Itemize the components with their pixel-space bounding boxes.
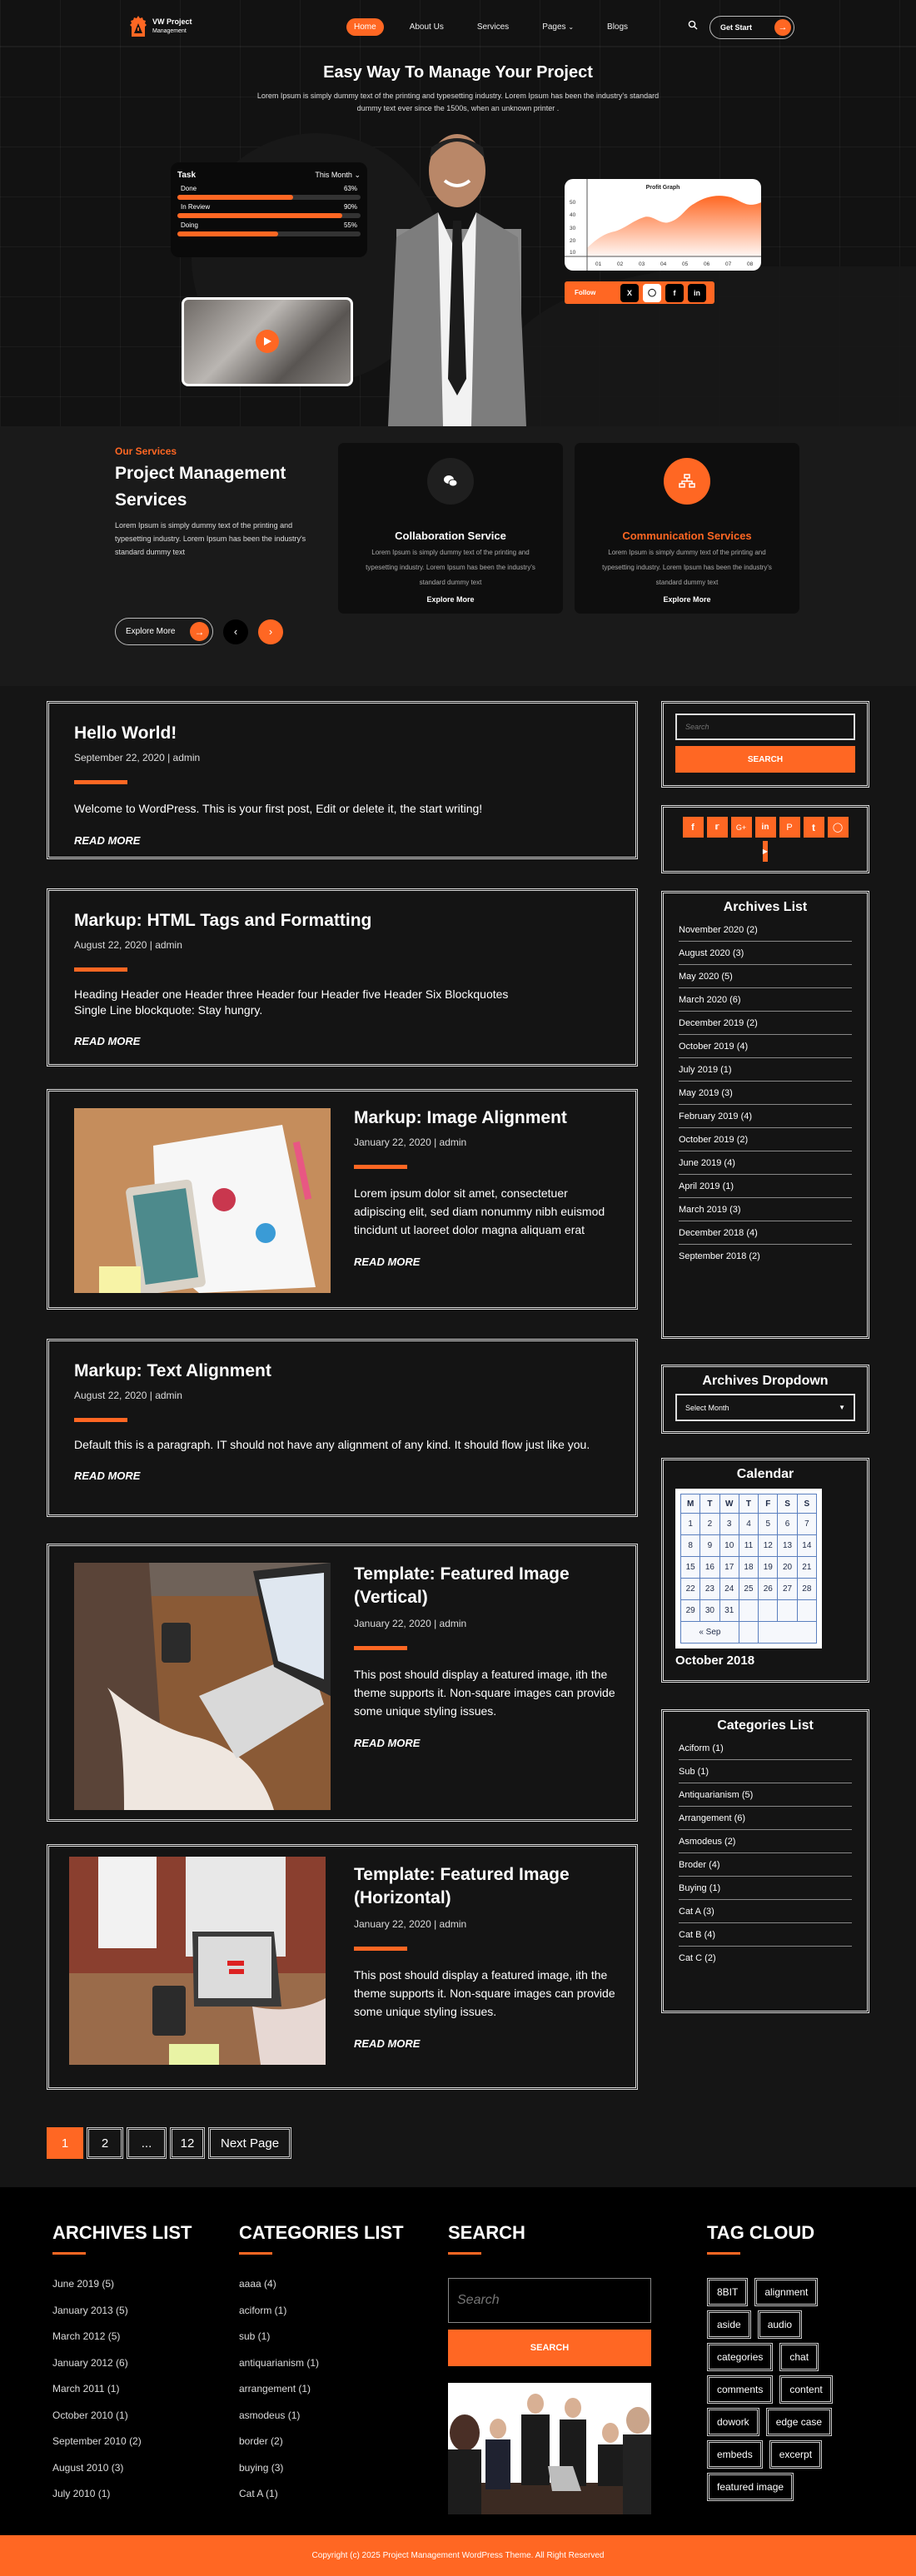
footer-archive-link[interactable]: January 2012 (6) <box>52 2356 128 2369</box>
archives-list <box>664 915 867 1267</box>
post-meta: August 22, 2020 | admin <box>74 939 182 951</box>
footer-archive-link[interactable]: July 2010 (1) <box>52 2488 111 2499</box>
category-link[interactable]: Cat B (4) <box>679 1923 852 1947</box>
instagram-icon[interactable]: ◯ <box>828 817 849 838</box>
category-link[interactable]: Broder (4) <box>679 1853 852 1877</box>
archive-link[interactable]: December 2018 (4) <box>679 1221 852 1245</box>
page-2-button[interactable]: 2 <box>87 2127 123 2159</box>
service-card-title: Collaboration Service <box>395 530 506 542</box>
get-start-label: Get Start <box>720 23 753 32</box>
calendar-day: 24 <box>719 1579 739 1600</box>
hero-section <box>0 0 916 426</box>
read-more-link[interactable]: READ MORE <box>354 1737 421 1749</box>
widget-title: Archives Dropdown <box>702 1374 829 1388</box>
calendar-day: 2 <box>700 1514 719 1535</box>
nav-blogs[interactable]: Blogs <box>607 22 629 32</box>
chevron-down-icon: ⌄ <box>568 23 575 31</box>
weekday-label: W <box>719 1494 739 1514</box>
profit-graph-title: Profit Graph <box>645 185 680 191</box>
progress-bar-doing <box>177 231 361 236</box>
calendar-day <box>778 1600 797 1622</box>
site-footer <box>0 2187 916 2535</box>
nav-home[interactable]: Home <box>346 18 384 36</box>
logo-gear-icon <box>129 15 147 38</box>
footer-category-link[interactable]: border (2) <box>239 2435 283 2447</box>
calendar-caption: October 2018 <box>675 1654 755 1668</box>
linkedin-icon[interactable]: in <box>688 284 706 302</box>
chevron-down-icon: ⌄ <box>354 171 361 179</box>
nav-services[interactable]: Services <box>476 22 510 32</box>
post-divider <box>74 1418 127 1422</box>
sidebar-archives-dropdown-widget <box>661 1365 869 1434</box>
google-plus-icon[interactable]: G+ <box>731 817 752 838</box>
post-excerpt: This post should display a featured image, ith the theme supports it. Non-square images can provide some unique styling issues. <box>354 1668 615 1718</box>
facebook-icon[interactable]: f <box>683 817 704 838</box>
footer-search-input[interactable] <box>448 2278 651 2323</box>
archive-link[interactable]: October 2019 (4) <box>679 1035 852 1058</box>
heading-underline <box>52 2252 86 2255</box>
chat-bubbles-icon <box>427 458 474 505</box>
calendar-day: 17 <box>719 1557 739 1579</box>
next-slide-button[interactable] <box>258 619 283 644</box>
post-meta: August 22, 2020 | admin <box>74 1390 182 1401</box>
archive-link[interactable]: March 2019 (3) <box>679 1198 852 1221</box>
nav-about-us[interactable]: About Us <box>409 22 444 32</box>
site-header <box>0 0 916 47</box>
follow-label: Follow <box>575 289 596 296</box>
footer-category-link[interactable]: asmodeus (1) <box>239 2409 301 2421</box>
calendar-day <box>739 1600 758 1622</box>
nav-pages[interactable] <box>535 18 581 36</box>
tag-link[interactable]: 8BIT <box>707 2278 748 2306</box>
read-more-link[interactable]: READ MORE <box>74 1035 141 1047</box>
calendar-day: 11 <box>739 1535 758 1557</box>
svg-text:07: 07 <box>725 261 732 267</box>
calendar-day: 3 <box>719 1514 739 1535</box>
archives-month-select[interactable] <box>675 1394 855 1421</box>
nav-pages-label: Pages <box>542 22 566 32</box>
select-value: Select Month <box>685 1403 729 1412</box>
calendar-day: 19 <box>759 1557 778 1579</box>
service-card-title: Communication Services <box>622 530 752 542</box>
svg-text:03: 03 <box>639 261 645 267</box>
tag-list <box>707 2278 857 2501</box>
post-excerpt: Welcome to WordPress. This is your first post, Edit or delete it, the start writing! <box>74 802 483 815</box>
post-card <box>47 701 638 859</box>
calendar-day: 6 <box>778 1514 797 1535</box>
post-card <box>47 1339 638 1517</box>
network-icon <box>664 458 710 505</box>
logo-line1: VW Project <box>152 17 192 26</box>
archive-link[interactable]: December 2019 (2) <box>679 1012 852 1035</box>
archive-link[interactable]: June 2019 (4) <box>679 1151 852 1175</box>
footer-heading: SEARCH <box>448 2222 525 2243</box>
footer-category-link[interactable]: buying (3) <box>239 2461 284 2474</box>
tumblr-icon[interactable]: t <box>804 817 824 838</box>
post-card <box>47 1544 638 1822</box>
weekday-label: S <box>797 1494 816 1514</box>
main-nav <box>346 18 654 36</box>
tag-link[interactable]: content <box>779 2375 832 2404</box>
svg-text:20: 20 <box>570 238 576 244</box>
footer-category-link[interactable]: sub (1) <box>239 2330 271 2342</box>
svg-text:30: 30 <box>570 226 576 231</box>
widget-title: Calendar <box>736 1467 794 1481</box>
archive-link[interactable]: May 2020 (5) <box>679 965 852 988</box>
tag-link[interactable]: excerpt <box>769 2440 822 2469</box>
tag-link[interactable]: embeds <box>707 2440 763 2469</box>
arrow-right-icon: → <box>190 622 209 641</box>
weekday-label: T <box>739 1494 758 1514</box>
post-excerpt: Default this is a paragraph. IT should not have any alignment of any kind. It should flow just like you. <box>74 1438 590 1451</box>
svg-text:02: 02 <box>617 261 624 267</box>
logo-line2: Management <box>152 28 187 34</box>
footer-archives <box>52 2222 192 2514</box>
tag-link[interactable]: categories <box>707 2343 773 2371</box>
archive-link[interactable]: May 2019 (3) <box>679 1082 852 1105</box>
post-meta: January 22, 2020 | admin <box>354 1618 467 1629</box>
tag-link[interactable]: chat <box>779 2343 819 2371</box>
archive-link[interactable]: February 2019 (4) <box>679 1105 852 1128</box>
svg-text:10: 10 <box>570 250 576 256</box>
weekday-label: T <box>700 1494 719 1514</box>
chevron-right-icon: › <box>268 625 273 638</box>
calendar-next-month-cell <box>759 1622 817 1644</box>
search-icon[interactable] <box>688 20 698 30</box>
calendar-day: 20 <box>778 1557 797 1579</box>
page-1-button[interactable]: 1 <box>47 2127 83 2159</box>
post-featured-image[interactable] <box>69 1857 326 2065</box>
category-link[interactable]: Cat A (3) <box>679 1900 852 1923</box>
service-card-text: Lorem Ipsum is simply dummy text of the printing and typesetting industry. Lorem Ipsum has been the industry's standard dummy text <box>366 549 535 586</box>
task-label: Done <box>181 185 197 192</box>
category-link[interactable]: Antiquarianism (5) <box>679 1783 852 1807</box>
heading-underline <box>707 2252 740 2255</box>
post-meta: September 22, 2020 | admin <box>74 752 201 763</box>
service-card <box>338 443 563 614</box>
archive-link[interactable]: March 2020 (6) <box>679 988 852 1012</box>
hero-title: Easy Way To Manage Your Project <box>323 63 593 82</box>
calendar-table <box>675 1489 822 1649</box>
archive-link[interactable]: September 2018 (2) <box>679 1251 760 1261</box>
widget-title: Categories List <box>717 1718 814 1733</box>
svg-text:05: 05 <box>682 261 689 267</box>
category-link[interactable]: Buying (1) <box>679 1877 852 1900</box>
calendar-day: 1 <box>681 1514 700 1535</box>
post-title[interactable]: Template: Featured Image (Horizontal) <box>354 1865 570 1907</box>
task-value: 63% <box>343 185 357 192</box>
tag-link[interactable]: alignment <box>754 2278 818 2306</box>
progress-bar-in-review <box>177 213 361 218</box>
get-start-button[interactable] <box>709 16 794 39</box>
tag-link[interactable]: comments <box>707 2375 773 2404</box>
footer-category-link[interactable]: antiquarianism (1) <box>239 2356 320 2369</box>
footer-heading: CATEGORIES LIST <box>239 2222 404 2243</box>
footer-archive-link[interactable]: June 2019 (5) <box>52 2278 115 2290</box>
heading-underline <box>448 2252 481 2255</box>
calendar-day: 10 <box>719 1535 739 1557</box>
footer-search-button[interactable]: SEARCH <box>448 2330 651 2366</box>
tag-link[interactable]: featured image <box>707 2473 794 2501</box>
category-link[interactable]: Cat C (2) <box>679 1953 716 1963</box>
calendar-prev-month-link[interactable]: « Sep <box>681 1622 739 1644</box>
arrow-right-icon: → <box>774 19 791 36</box>
footer-categories <box>239 2222 404 2514</box>
post-excerpt: Lorem ipsum dolor sit amet, consectetuer adipiscing elit, sed diam nonummy nibh euismod tincidunt ut laoreet dolor magna aliquam erat <box>354 1186 605 1236</box>
pagination <box>47 2127 291 2159</box>
service-card-text: Lorem Ipsum is simply dummy text of the printing and typesetting industry. Lorem Ipsum has been the industry's standard dummy text <box>602 549 772 586</box>
footer-archive-link[interactable]: August 2010 (3) <box>52 2461 124 2474</box>
post-divider <box>354 1165 407 1169</box>
weekday-label: S <box>778 1494 797 1514</box>
calendar-day: 26 <box>759 1579 778 1600</box>
heading-underline <box>239 2252 272 2255</box>
task-value: 55% <box>343 221 357 229</box>
play-icon[interactable] <box>256 330 279 353</box>
footer-archive-link[interactable]: January 2013 (5) <box>52 2304 128 2316</box>
archive-link[interactable]: April 2019 (1) <box>679 1175 852 1198</box>
sidebar-categories-widget <box>661 1709 869 2013</box>
calendar-day: 12 <box>759 1535 778 1557</box>
post-title[interactable]: Markup: Image Alignment <box>354 1108 567 1127</box>
category-link[interactable]: Asmodeus (2) <box>679 1830 852 1853</box>
sidebar-calendar-widget <box>661 1458 869 1683</box>
post-title[interactable]: Template: Featured Image (Vertical) <box>354 1564 570 1607</box>
services-title: Project Management Services <box>115 464 286 510</box>
archive-link[interactable]: July 2019 (1) <box>679 1058 852 1082</box>
linkedin-icon[interactable]: in <box>755 817 776 838</box>
follow-bar <box>565 281 714 304</box>
post-meta: January 22, 2020 | admin <box>354 1136 467 1148</box>
copyright-bar <box>0 2535 916 2576</box>
post-card <box>47 1089 638 1310</box>
page-12-button[interactable]: 12 <box>170 2127 205 2159</box>
task-value: 90% <box>343 203 357 211</box>
period-label: This Month <box>315 171 352 179</box>
footer-team-image <box>448 2383 651 2514</box>
blog-section <box>0 686 916 2187</box>
calendar-day: 16 <box>700 1557 719 1579</box>
read-more-link[interactable]: READ MORE <box>74 834 141 847</box>
service-explore-link[interactable]: Explore More <box>663 595 711 604</box>
post-excerpt: Heading Header one Header three Header four Header five Header Six Blockquotes Single Line blockquote: Stay hungry. <box>74 987 509 1017</box>
svg-text:08: 08 <box>747 261 754 267</box>
categories-list <box>664 1733 867 1969</box>
read-more-link[interactable]: READ MORE <box>354 1256 421 1268</box>
services-tag: Our Services <box>115 445 177 457</box>
prev-slide-button[interactable] <box>223 619 248 644</box>
post-title[interactable]: Markup: HTML Tags and Formatting <box>74 911 372 930</box>
tag-link[interactable]: edge case <box>766 2408 832 2436</box>
footer-tag-cloud <box>707 2222 857 2501</box>
calendar-day <box>797 1600 816 1622</box>
calendar-day: 18 <box>739 1557 758 1579</box>
tag-link[interactable]: aside <box>707 2310 751 2339</box>
post-card <box>47 888 638 1067</box>
sidebar-search-input[interactable] <box>675 714 855 740</box>
tag-link[interactable]: dowork <box>707 2408 759 2436</box>
x-icon[interactable]: X <box>620 284 639 302</box>
svg-text:04: 04 <box>660 261 667 267</box>
footer-heading: TAG CLOUD <box>707 2222 815 2243</box>
service-explore-link[interactable]: Explore More <box>426 595 475 604</box>
category-link[interactable]: Sub (1) <box>679 1760 852 1783</box>
sidebar-archives-widget <box>661 891 869 1339</box>
svg-text:50: 50 <box>570 200 576 206</box>
page-ellipsis: ... <box>127 2127 167 2159</box>
post-title[interactable]: Hello World! <box>74 724 177 743</box>
calendar-day: 9 <box>700 1535 719 1557</box>
facebook-icon[interactable]: f <box>665 284 684 302</box>
footer-archive-link[interactable]: March 2011 (1) <box>52 2383 120 2394</box>
footer-category-link[interactable]: aaaa (4) <box>239 2278 276 2290</box>
twitter-icon[interactable]: 𝕣 <box>707 817 728 838</box>
explore-more-button[interactable] <box>115 618 213 645</box>
calendar-day: 31 <box>719 1600 739 1622</box>
calendar-day: 22 <box>681 1579 700 1600</box>
calendar-day: 4 <box>739 1514 758 1535</box>
task-label: Doing <box>181 221 198 229</box>
footer-heading: ARCHIVES LIST <box>52 2222 192 2243</box>
footer-archive-link[interactable]: March 2012 (5) <box>52 2330 121 2342</box>
footer-category-link[interactable]: arrangement (1) <box>239 2383 311 2394</box>
calendar-day: 8 <box>681 1535 700 1557</box>
youtube-icon[interactable]: ▶ <box>763 841 768 862</box>
archive-link[interactable]: November 2020 (2) <box>679 918 852 942</box>
site-logo[interactable] <box>129 15 192 38</box>
calendar-day: 23 <box>700 1579 719 1600</box>
sidebar-search-button[interactable]: SEARCH <box>675 746 855 773</box>
calendar-day <box>759 1600 778 1622</box>
calendar-day: 27 <box>778 1579 797 1600</box>
archive-link[interactable]: August 2020 (3) <box>679 942 852 965</box>
post-divider <box>74 780 127 784</box>
post-meta: January 22, 2020 | admin <box>354 1918 467 1930</box>
service-card <box>575 443 799 614</box>
calendar-day: 28 <box>797 1579 816 1600</box>
task-label: In Review <box>181 203 211 211</box>
services-description: Lorem Ipsum is simply dummy text of the printing and typesetting industry. Lorem Ipsum has been the industry's standard dummy text <box>115 521 306 556</box>
post-divider <box>74 967 127 972</box>
footer-search <box>448 2222 651 2519</box>
next-page-button[interactable]: Next Page <box>208 2127 291 2159</box>
read-more-link[interactable]: READ MORE <box>74 1470 141 1482</box>
calendar-day: 30 <box>700 1600 719 1622</box>
sidebar-search-widget <box>661 701 869 788</box>
weekday-label: F <box>759 1494 778 1514</box>
footer-archive-link[interactable]: September 2010 (2) <box>52 2435 142 2447</box>
calendar-day: 15 <box>681 1557 700 1579</box>
footer-category-link[interactable]: aciform (1) <box>239 2304 287 2316</box>
calendar-spacer <box>739 1622 758 1644</box>
calendar-day: 5 <box>759 1514 778 1535</box>
tag-link[interactable]: audio <box>758 2310 802 2339</box>
post-title[interactable]: Markup: Text Alignment <box>74 1361 271 1380</box>
category-link[interactable]: Aciform (1) <box>679 1737 852 1760</box>
profit-area-chart <box>565 179 761 271</box>
sidebar-social-widget <box>661 805 869 873</box>
category-link[interactable]: Arrangement (6) <box>679 1807 852 1830</box>
task-card <box>171 162 367 257</box>
calendar-day: 21 <box>797 1557 816 1579</box>
footer-archive-link[interactable]: October 2010 (1) <box>52 2409 128 2421</box>
post-divider <box>354 1646 407 1650</box>
progress-bar-done <box>177 195 361 200</box>
calendar-day: 7 <box>797 1514 816 1535</box>
calendar-day: 13 <box>778 1535 797 1557</box>
explore-more-label: Explore More <box>126 627 176 636</box>
calendar-day: 29 <box>681 1600 700 1622</box>
caret-down-icon: ▼ <box>839 1404 845 1411</box>
period-dropdown[interactable] <box>315 171 361 180</box>
profit-graph-card <box>565 179 761 271</box>
calendar-day: 14 <box>797 1535 816 1557</box>
weekday-label: M <box>681 1494 700 1514</box>
post-divider <box>354 1947 407 1951</box>
archive-link[interactable]: October 2019 (2) <box>679 1128 852 1151</box>
post-card <box>47 1844 638 2090</box>
post-featured-image[interactable] <box>74 1108 331 1293</box>
task-title: Task <box>177 171 197 180</box>
chevron-left-icon: ‹ <box>233 625 238 638</box>
hero-person-image <box>380 129 535 426</box>
footer-category-link[interactable]: Cat A (1) <box>239 2488 278 2499</box>
post-featured-image[interactable] <box>74 1563 331 1810</box>
read-more-link[interactable]: READ MORE <box>354 2037 421 2050</box>
svg-text:40: 40 <box>570 212 576 218</box>
video-thumbnail[interactable] <box>182 297 353 386</box>
svg-text:06: 06 <box>704 261 710 267</box>
post-excerpt: This post should display a featured image, ith the theme supports it. Non-square images can provide some unique styling issues. <box>354 1968 615 2018</box>
svg-text:01: 01 <box>595 261 602 267</box>
calendar-day: 25 <box>739 1579 758 1600</box>
hero-subtitle: Lorem Ipsum is simply dummy text of the printing and typesetting industry. Lorem Ipsum has been the industry's standard dummy text ever since the 1500s, when an unknown printer . <box>256 92 660 112</box>
pinterest-icon[interactable]: P <box>779 817 800 838</box>
services-section <box>0 426 916 686</box>
copyright-text: Copyright (c) 2025 Project Management WordPress Theme. All Right Reserved <box>311 2551 605 2560</box>
widget-title: Archives List <box>723 900 808 914</box>
instagram-icon[interactable]: ◯ <box>643 284 661 302</box>
